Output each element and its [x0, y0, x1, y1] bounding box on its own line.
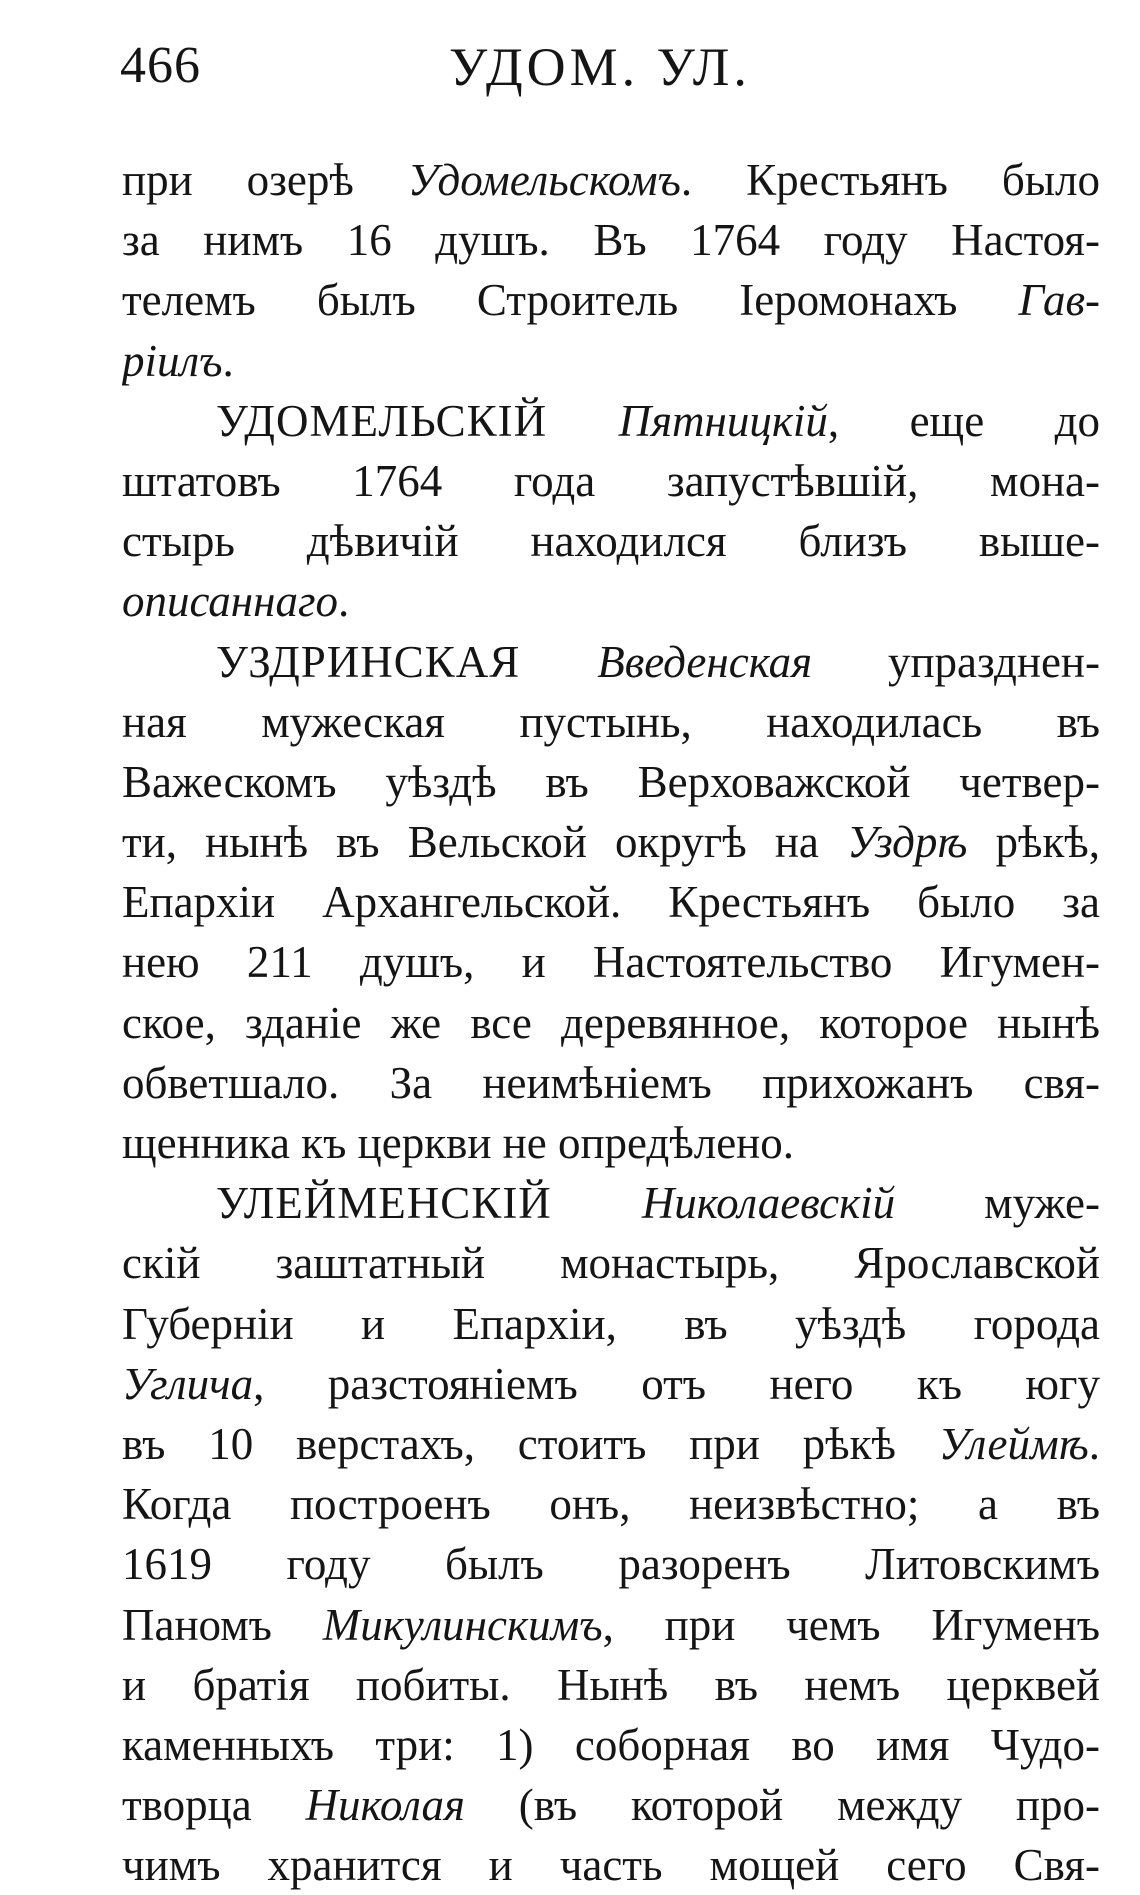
text-line: скій заштатный монастырь, Ярославской: [122, 1238, 1100, 1289]
text-line: описаннаго.: [122, 576, 350, 627]
page-body: [122, 150, 1100, 1895]
text-line: стырь дѣвичій находился близъ выше-: [122, 516, 1100, 567]
text-line: Когда построенъ онъ, неизвѣстно; а въ: [122, 1479, 1100, 1530]
text-line: ная мужеская пустынь, находилась въ: [122, 696, 1100, 747]
text-line: щенника къ церкви не опредѣлено.: [122, 1118, 795, 1168]
text-line: Важескомъ уѣздѣ въ Верховажской четвер-: [122, 756, 1100, 807]
text-line: Углича, разстояніемъ отъ него къ югу: [122, 1358, 1100, 1409]
entry-headword: УДОМЕЛЬСКІЙ: [216, 395, 619, 446]
text-line: обветшало. За неимѣніемъ прихожанъ свя-: [122, 1057, 1100, 1108]
text-line: за нимъ 16 душъ. Въ 1764 году Настоя-: [122, 215, 1100, 266]
entry-udomelsky: УДОМЕЛЬСКІЙ Пятницкій, еще до: [216, 395, 1100, 446]
running-head: УДОМ. УЛ.: [449, 37, 751, 97]
text-line: при озерѣ Удомельскомъ. Крестьянъ было: [122, 155, 1100, 205]
page-number: 466: [120, 37, 201, 94]
text-line: творца Николая (въ которой между про-: [122, 1780, 1100, 1831]
text-line: нею 211 душъ, и Настоятельство Игумен-: [122, 937, 1100, 988]
text-line: Епархіи Архангельской. Крестьянъ было за: [122, 877, 1100, 928]
text-line: Губерніи и Епархіи, въ уѣздѣ города: [122, 1298, 1100, 1349]
page-header: [120, 36, 1080, 106]
text-line: чимъ хранится и часть мощей сего Свя-: [122, 1840, 1100, 1891]
entry-uleymensky: УЛЕЙМЕНСКІЙ Николаевскій муже-: [216, 1178, 1100, 1229]
text-line: штатовъ 1764 года запустѣвшій, мона-: [122, 455, 1100, 506]
text-line: ское, зданіе же все деревянное, которое нынѣ: [122, 997, 1100, 1048]
text-line: телемъ былъ Строитель Іеромонахъ Гав-: [122, 275, 1100, 326]
entry-headword: УЗДРИНСКАЯ: [216, 636, 598, 687]
text-line: Паномъ Микулинскимъ, при чемъ Игуменъ: [122, 1599, 1100, 1650]
text-line: и братія побиты. Нынѣ въ немъ церквей: [122, 1659, 1100, 1710]
text-line: ти, нынѣ въ Вельской округѣ на Уздрѣ рѣкѣ,: [122, 817, 1100, 868]
entry-headword: УЛЕЙМЕНСКІЙ: [216, 1178, 642, 1229]
text-line: 1619 году былъ разоренъ Литовскимъ: [122, 1539, 1100, 1590]
text-line: каменныхъ три: 1) соборная во имя Чудо-: [122, 1719, 1100, 1770]
entry-uzdrinskaya: УЗДРИНСКАЯ Введенская упразднен-: [216, 636, 1100, 687]
text-line: ріилъ.: [122, 335, 234, 386]
text-line: въ 10 верстахъ, стоитъ при рѣкѣ Улеймѣ.: [122, 1418, 1100, 1469]
